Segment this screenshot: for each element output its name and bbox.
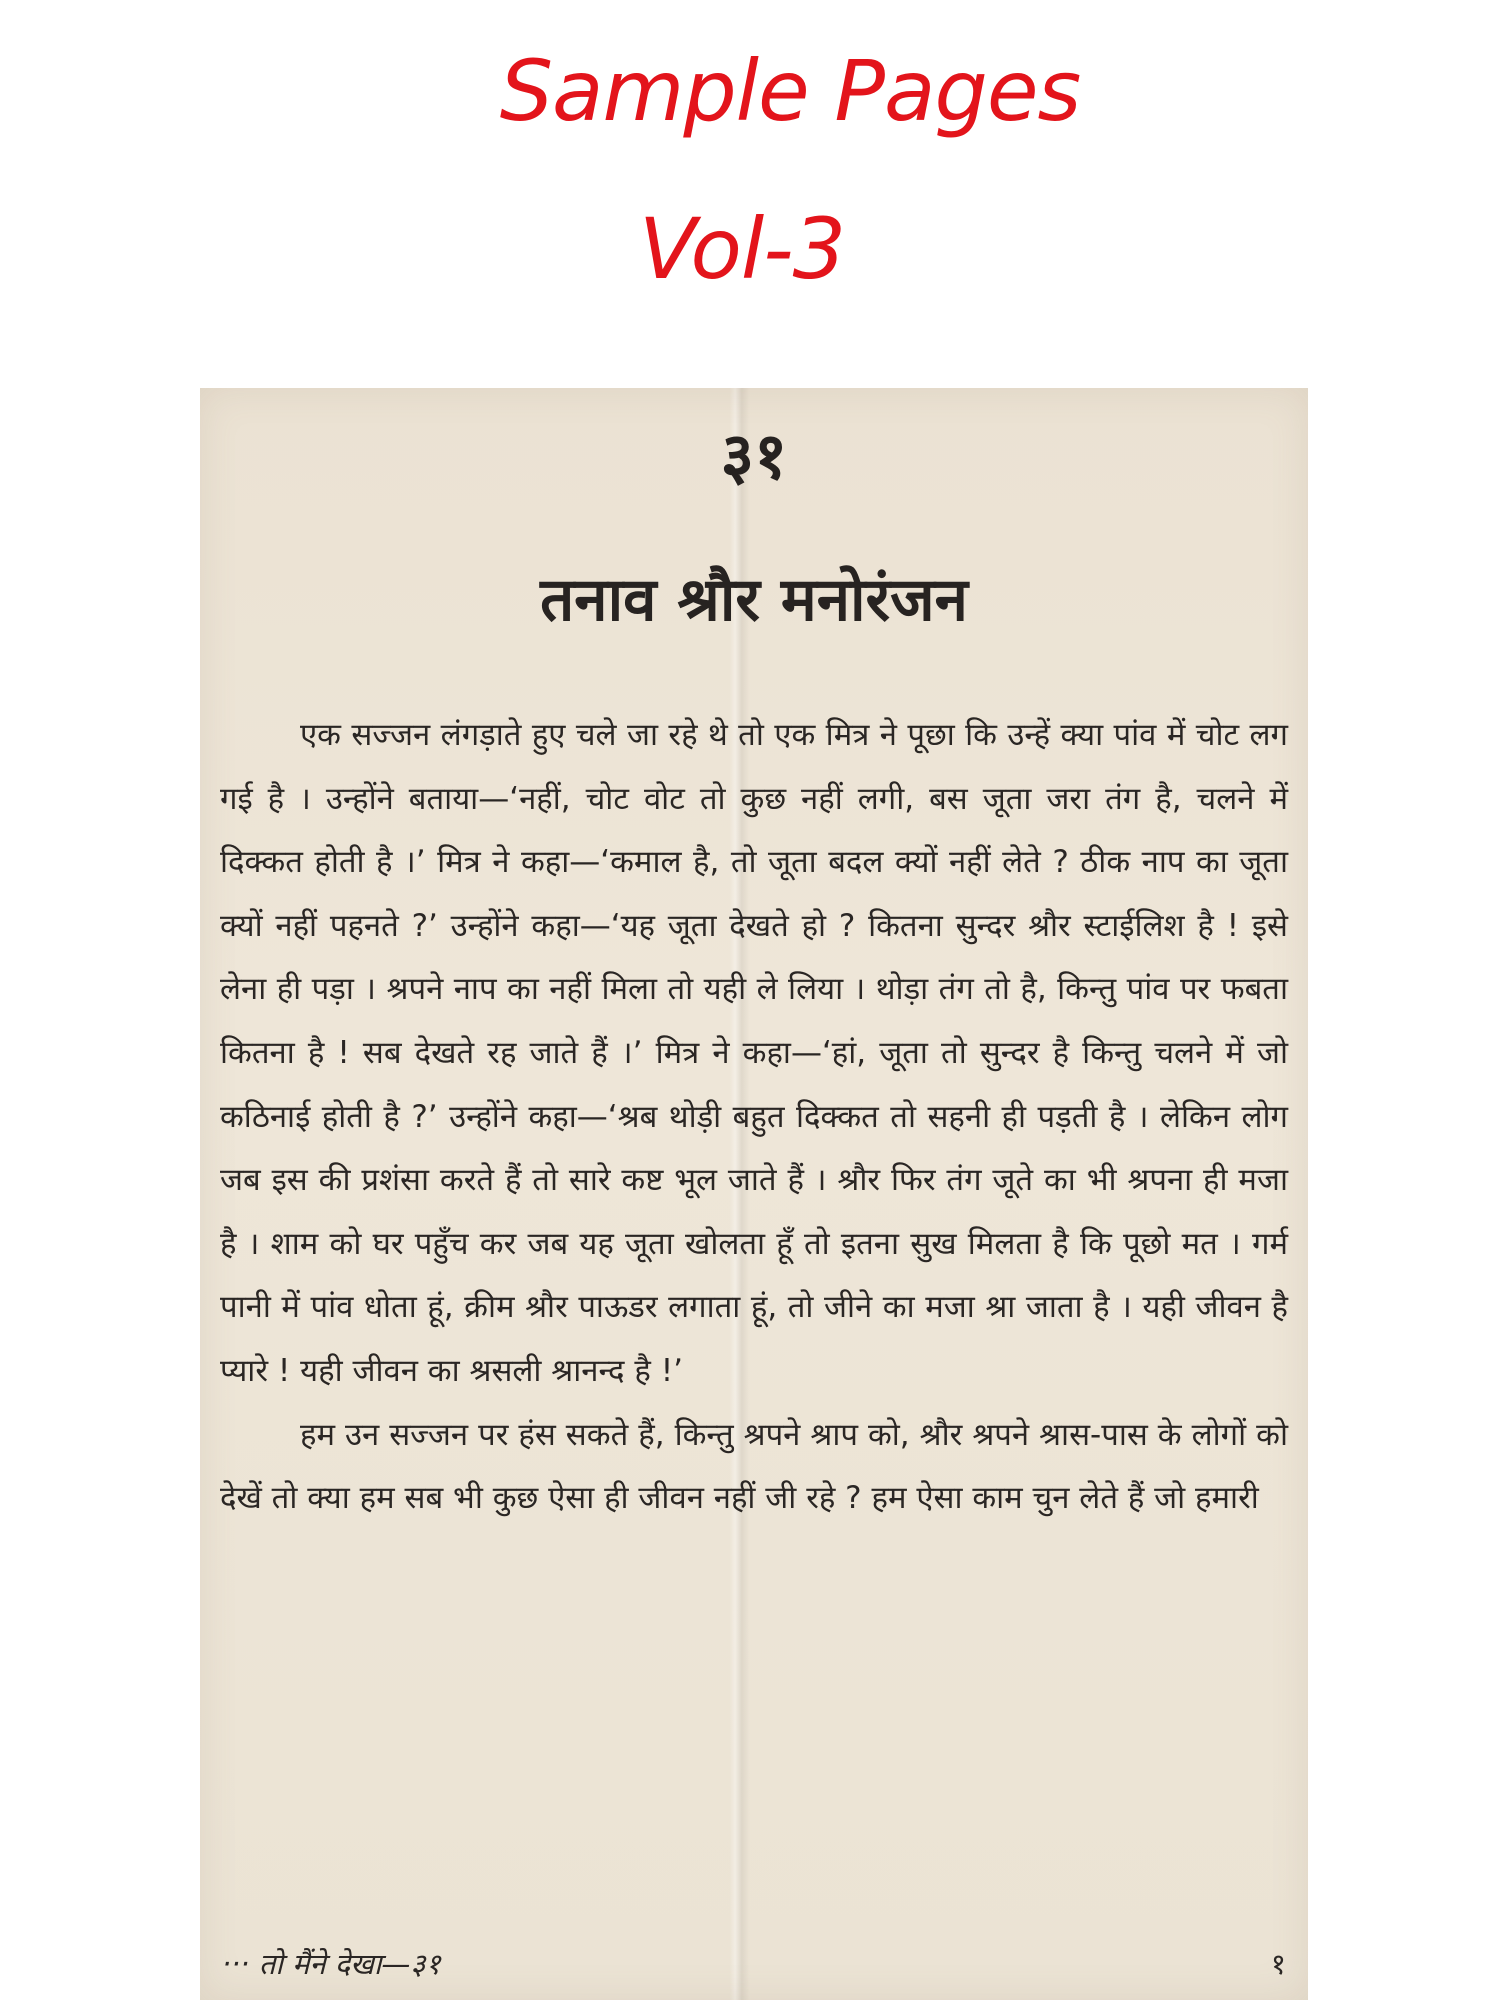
chapter-title: तनाव श्रौर मनोरंजन: [540, 565, 968, 635]
paragraph: एक सज्जन लंगड़ाते हुए चले जा रहे थे तो एक मित्र ने पूछा कि उन्हें क्या पांव में चोट लग गई है । उन्होंने बताया—‘नहीं, चोट वोट तो कुछ नहीं लगी, बस जूता जरा तंग है, चलने में दिक्कत होती है ।’ मित्र ने कहा—‘कमाल है, तो जूता बदल क्यों नहीं लेते ? ठीक नाप का जूता क्यों नहीं पहनते ?’ उन्होंने कहा—‘यह जूता देखते हो ? कितना सुन्दर श्रौर स्टाईलिश है ! इसे लेना ही पड़ा । श्रपने नाप का नहीं मिला तो यही ले लिया । थोड़ा तंग तो है, किन्तु पांव पर फबता कितना है ! सब देखते रह जाते हैं ।’ मित्र ने कहा—‘हां, जूता तो सुन्दर है किन्तु चलने में जो कठिनाई होती है ?’ उन्होंने कहा—‘श्रब थोड़ी बहुत दिक्कत तो सहनी ही पड़ती है । लेकिन लोग जब इस की प्रशंसा करते हैं तो सारे कष्ट भूल जाते हैं । श्रौर फिर तंग जूते का भी श्रपना ही मजा है । शाम को घर पहुँच कर जब यह जूता खोलता हूँ तो इतना सुख मिलता है कि पूछो मत । गर्म पानी में पांव धोता हूं, क्रीम श्रौर पाऊडर लगाता हूं, तो जीने का मजा श्रा जाता है । यही जीवन है प्यारे ! यही जीवन का श्रसली श्रानन्द है !’: [220, 717, 1288, 1389]
body-text: [220, 704, 1288, 1531]
chapter-number: ३१: [720, 420, 788, 494]
paragraph: हम उन सज्जन पर हंस सकते हैं, किन्तु श्रपने श्राप को, श्रौर श्रपने श्रास-पास के लोगों को देखें तो क्या हम सब भी कुछ ऐसा ही जीवन नहीं जी रहे ? हम ऐसा काम चुन लेते हैं जो हमारी: [220, 1416, 1288, 1517]
banner-title: Sample Pages: [499, 42, 1081, 140]
scanned-book-page: [200, 388, 1308, 2000]
page-number: १: [1270, 1947, 1286, 1981]
banner-volume: Vol-3: [638, 200, 846, 298]
running-footer: ··· तो मैंने देखा—३१: [222, 1947, 441, 1981]
